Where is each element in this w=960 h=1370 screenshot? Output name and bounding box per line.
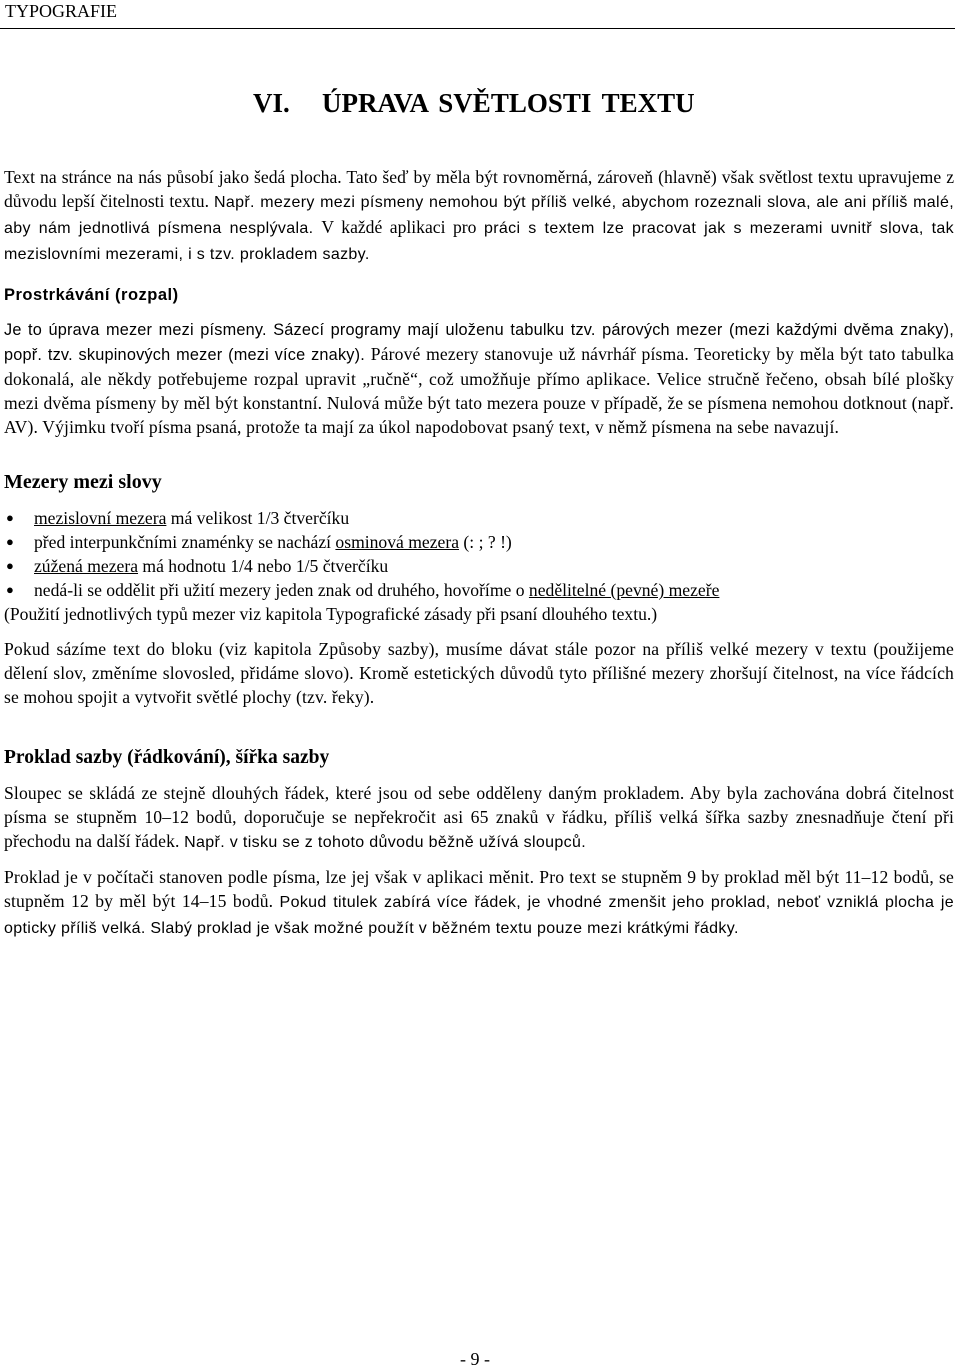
chapter-title: VI. ÚPRAVA SVĚTLOSTI TEXTU (253, 88, 695, 118)
bullet-icon: ● (6, 510, 14, 525)
intro-text-1: Text na stránce na nás působí jako šedá plocha. Tato šeď by měla být rovnoměrná, zároveň (hlavně) však světlost textu upravujeme z důvodu lepší čitelnosti textu. (4, 167, 954, 211)
term-description: má velikost 1/3 čtverčíku (166, 508, 350, 528)
term-underlined: osminová mezera (335, 532, 460, 552)
proklad-text-2: Např. v tisku se z tohoto důvodu běžně užívá sloupců. (184, 834, 586, 851)
intro-text-4: práci s textem lze pracovat jak s mezerami uvnitř slova, tak mezislovními mezerami, i s tzv. prokladem sazby. (4, 220, 955, 263)
bullet-icon: ● (6, 558, 14, 573)
prostrkavani-text-2: Párové mezery stanovuje už návrhář písma. Teoreticky by měla být tato tabulka dokonalá, ale někdy potřebujeme rozpal upravit „ručně“, což umožňuje přímo aplikace. Velice stručně řečeno, obsah bílé plošky mezi dvěma písmeny by měl být konstantní. Nulová může být tato mezera pouze v případě, že se písmena nemohou dotknout (např. AV). Výjimku tvoří písma psaná, protože ta mají za úkol napodobovat psaný text, v němž písmena na sebe navazují. (4, 344, 954, 437)
term-underlined: nedělitelné (pevné) mezeře (528, 580, 720, 600)
term-prefix: nedá-li se oddělit při užití mezery jeden znak od druhého, hovoříme o (34, 580, 529, 600)
prostrkavani-paragraph (4, 317, 954, 439)
spaces-note: (Použití jednotlivých typů mezer viz kapitola Typografické zásady při psaní dlouhého textu.) (4, 604, 658, 624)
term-description: má hodnotu 1/4 nebo 1/5 čtverčíku (138, 556, 389, 576)
bullet-icon: ● (6, 582, 14, 597)
intro-text-3: V každé aplikaci pro (321, 217, 484, 237)
page-number: - 9 - (460, 1349, 490, 1369)
term-underlined: zúžená mezera (34, 556, 139, 576)
bullet-icon: ● (6, 534, 14, 549)
page-content (4, 165, 954, 941)
heading-proklad: Proklad sazby (řádkování), šířka sazby (4, 747, 330, 768)
term-description: (: ; ? !) (459, 532, 512, 552)
heading-prostrkavani: Prostrkávání (rozpal) (4, 286, 179, 304)
list-item (4, 530, 954, 554)
term-underlined: mezislovní mezera (34, 508, 167, 528)
proklad-text-1: Sloupec se skládá ze stejně dlouhých řádek, které jsou od sebe odděleny daným prokladem. Aby byla zachována dobrá čitelnost písma se stupněm 10–12 bodů, doporučuje se nepřekročit asi 65 znaků v řádku, příliš velká šířka sazby znesnadňuje čtení při přechodu na další řádek. (4, 783, 954, 851)
proklad-paragraph-1 (4, 781, 954, 855)
list-item (4, 554, 954, 578)
proklad-text-4: Pokud titulek zabírá více řádek, je vhodné zmenšit jeho proklad, neboť vzniklá plocha je opticky příliš velká. Slabý proklad je však možné použít v běžném textu pouze mezi krátkými řádky. (4, 894, 954, 937)
space-types-list (4, 506, 954, 602)
running-head: TYPOGRAFIE (5, 1, 118, 21)
proklad-paragraph-2 (4, 865, 954, 941)
list-item (4, 506, 954, 530)
list-item (4, 578, 954, 602)
intro-text-2: Např. mezery mezi písmeny nemohou být příliš velké, abychom rozeznali slova, ale ani příliš malé, aby nám jednotlivá písmena nesplývala. (4, 194, 954, 237)
header-rule (0, 28, 955, 29)
term-prefix: před interpunkčními znaménky se nachází (34, 532, 336, 552)
prostrkavani-text-1: Je to úprava mezer mezi písmeny. Sázecí programy mají uloženu tabulku tzv. párových mezer (mezi každými dvěma znaky), popř. tzv. skupinových mezer (mezi více znaky). (4, 321, 954, 364)
block-typesetting-paragraph: Pokud sázíme text do bloku (viz kapitola Způsoby sazby), musíme dávat stále pozor na příliš velké mezery v textu (použijeme dělení slov, změníme slovosled, přidáme slovo). Kromě estetických důvodů tyto přílišné mezery zhoršují čitelnost, na více řádcích se mohou spojit a vytvořit světlé plochy (tzv. řeky). (4, 639, 954, 707)
heading-mezery: Mezery mezi slovy (4, 471, 162, 493)
intro-paragraph (4, 165, 954, 267)
proklad-text-3: Proklad je v počítači stanoven podle písma, lze jej však v aplikaci měnit. Pro text se stupněm 9 by proklad měl být 11–12 bodů, se stupněm 12 by měl být 14–15 bodů. (4, 867, 954, 911)
